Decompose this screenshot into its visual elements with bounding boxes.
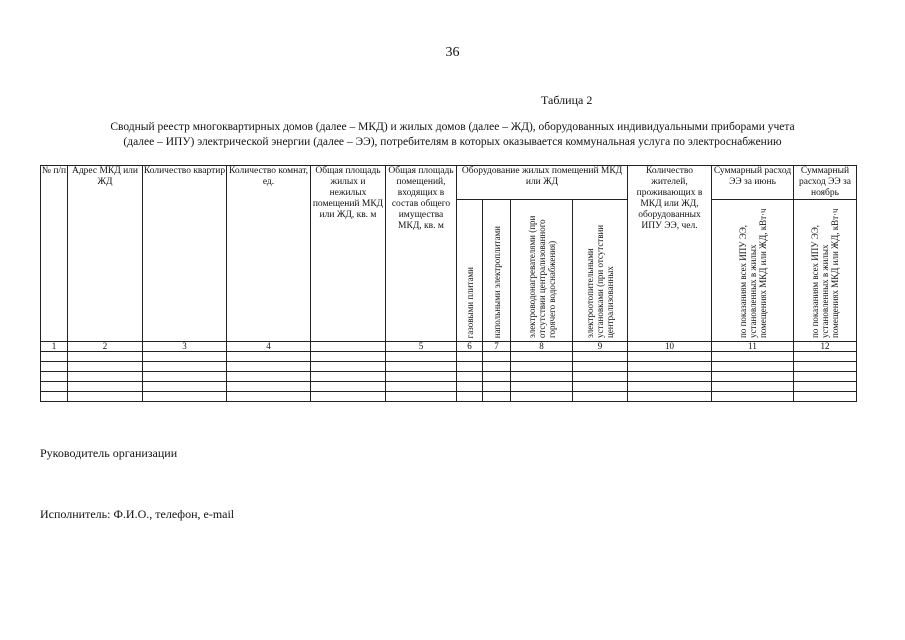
column-number: 8 <box>511 342 573 352</box>
table-row <box>41 352 857 362</box>
heading-line-1: Сводный реестр многоквартирных домов (далее – МКД) и жилых домов (далее – ЖД), оборудованных индивидуальными приборами учета <box>110 121 795 133</box>
column-number: 2 <box>68 342 143 352</box>
equip-electric-text: напольными электроплитами <box>491 225 502 338</box>
col-header-consumption-nov: Суммарный расход ЭЭ за ноябрь <box>794 166 857 200</box>
col-header-consumption-june: Суммарный расход ЭЭ за июнь <box>712 166 794 200</box>
col-header-consumption-june-sub <box>712 200 794 342</box>
column-number: 11 <box>712 342 794 352</box>
column-number: 3 <box>143 342 227 352</box>
col-header-equip-gas <box>457 200 483 342</box>
col-header-area-total: Общая площадь жилых и нежилых помещений МКД или ЖД, кв. м <box>311 166 386 342</box>
column-number <box>311 342 386 352</box>
column-number: 4 <box>227 342 311 352</box>
consumption-june-sub-text: по показаниям всех ИПУ ЭЭ, установленных в жилых помещениях МКД или ЖД, кВт·ч <box>737 208 768 338</box>
table-label: Таблица 2 <box>541 93 593 107</box>
column-number: 7 <box>483 342 511 352</box>
consumption-nov-sub-text: по показаниям всех ИПУ ЭЭ, установленных в жилых помещениях МКД или ЖД, кВт·ч <box>810 208 840 338</box>
heading-line-2: (далее – ИПУ) электрической энергии (далее – ЭЭ), потребителям в которых оказывается коммунальная услуга по электроснабжению <box>123 136 782 148</box>
column-number: 1 <box>41 342 68 352</box>
column-number-row <box>41 342 857 352</box>
col-header-area-common: Общая площадь помещений, входящих в состав общего имущества МКД, кв. м <box>386 166 457 342</box>
col-header-consumption-nov-sub <box>794 200 857 342</box>
table-row <box>41 372 857 382</box>
col-header-rooms: Количество комнат, ед. <box>227 166 311 342</box>
col-header-equip-heating <box>573 200 628 342</box>
column-number: 9 <box>573 342 628 352</box>
organization-head-label: Руководитель организации <box>40 446 178 460</box>
column-number: 5 <box>386 342 457 352</box>
col-header-equip-water-heaters <box>511 200 573 342</box>
col-header-address: Адрес МКД или ЖД <box>68 166 143 342</box>
col-header-equip-electric <box>483 200 511 342</box>
table-row <box>41 392 857 402</box>
registry-table <box>40 165 857 402</box>
col-header-equipment: Оборудование жилых помещений МКД или ЖД <box>457 166 628 200</box>
page-number: 36 <box>445 45 460 60</box>
column-number: 12 <box>794 342 857 352</box>
equip-heating-text: электроотопительными установками (при отсутствии централизованных <box>585 224 615 338</box>
col-header-apartments: Количество квартир <box>143 166 227 342</box>
table-row <box>41 382 857 392</box>
col-header-num: № п/п <box>41 166 68 342</box>
col-header-residents: Количество жителей, проживающих в МКД или ЖД, оборудованных ИПУ ЭЭ, чел. <box>628 166 712 342</box>
executor-label: Исполнитель: Ф.И.О., телефон, e-mail <box>40 507 235 521</box>
table-row <box>41 362 857 372</box>
column-number: 6 <box>457 342 483 352</box>
table-heading <box>40 120 865 150</box>
equip-water-heaters-text: электроводонагревателями (при отсутствии централизованного горячего водоснабжения) <box>526 215 557 338</box>
equip-gas-text: газовыми плитами <box>464 266 475 338</box>
column-number: 10 <box>628 342 712 352</box>
